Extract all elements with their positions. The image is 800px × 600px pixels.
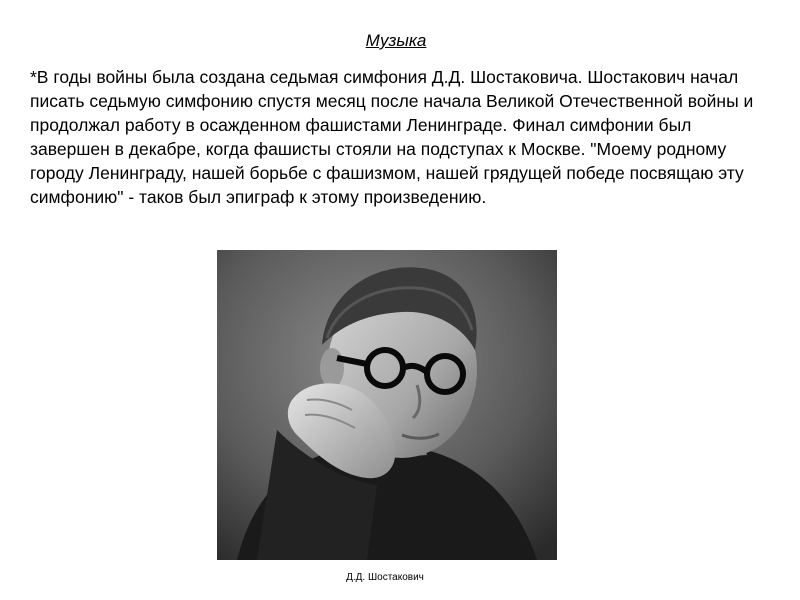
portrait-photo (217, 250, 557, 560)
photo-caption: Д.Д. Шостакович (346, 572, 424, 583)
slide-title: Музыка (365, 31, 427, 50)
body-paragraph: *В годы войны была создана седьмая симфония Д.Д. Шостаковича. Шостакович начал писать седьмую симфонию спустя месяц после начала Великой Отечественной войны и продолжал работу в осажденном фашистами Ленинграде. Финал симфонии был завершен в декабре, когда фашисты стояли на подступах к Москве. "Моему родному городу Ленинграду, нашей борьбе с фашизмом, нашей грядущей победе посвящаю эту симфонию" - таков был эпиграф к этому произведению. (30, 67, 754, 207)
